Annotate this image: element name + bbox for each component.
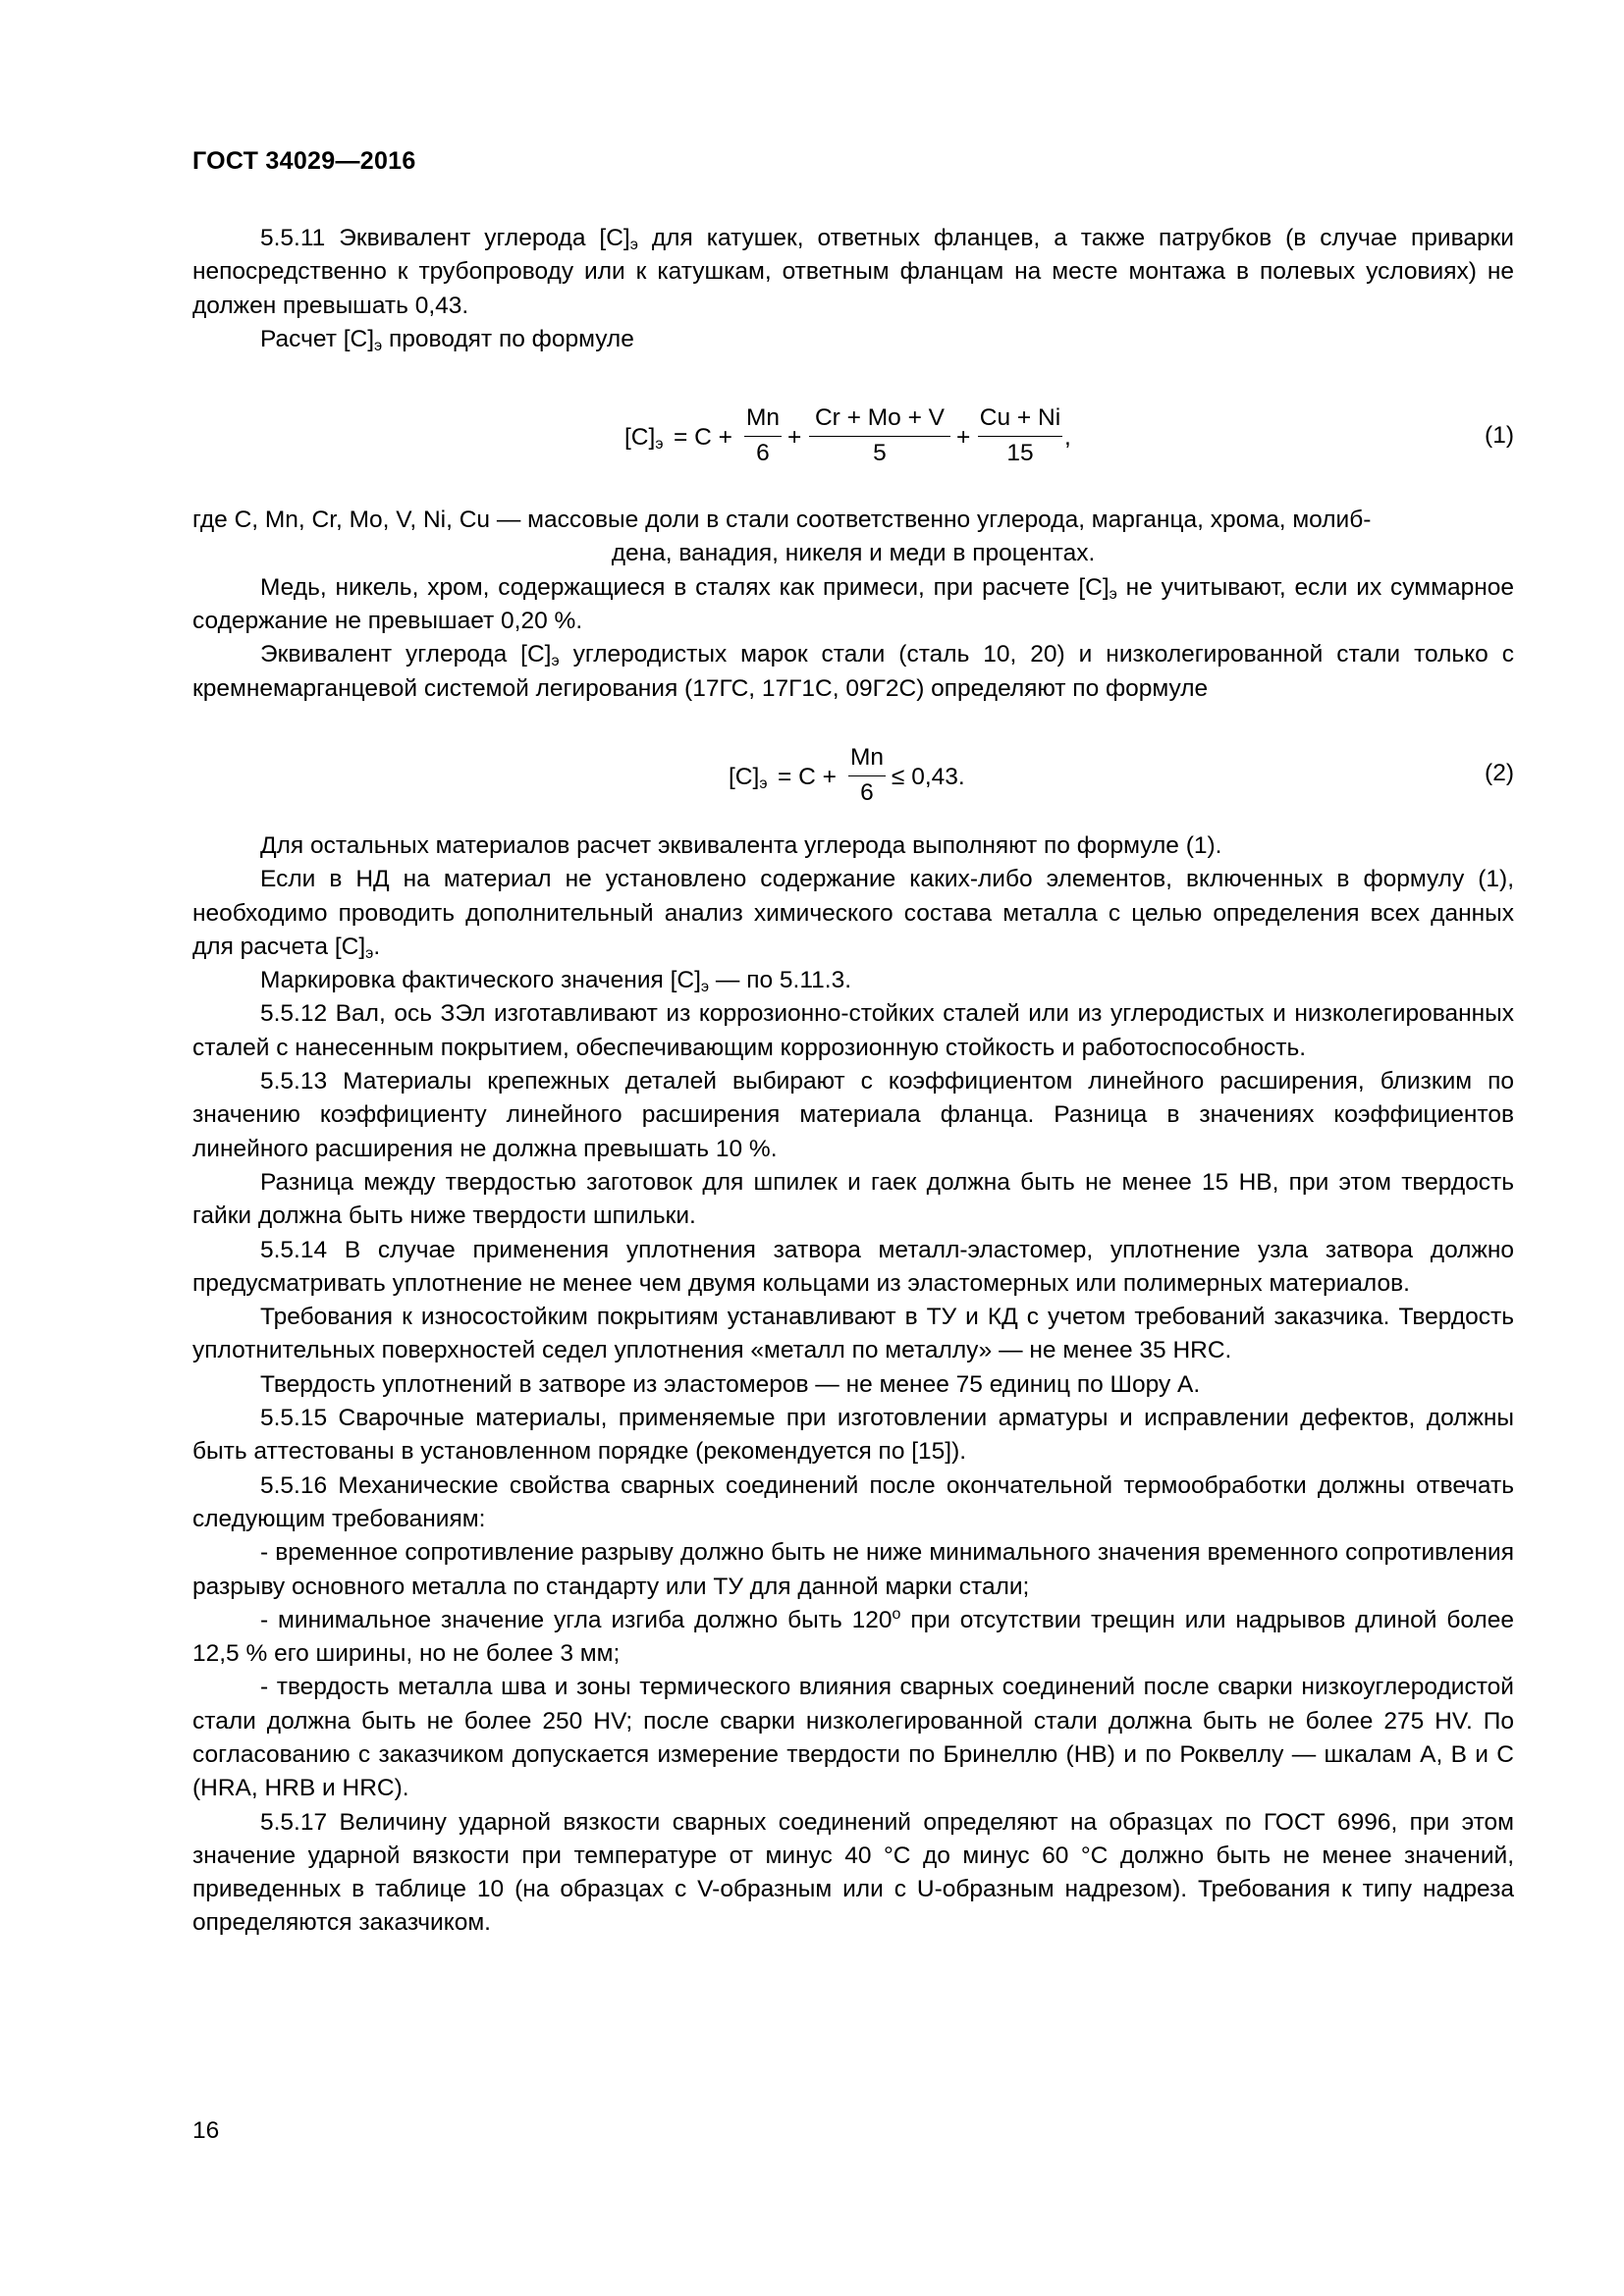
formula-2-number: (2) [1485, 759, 1514, 786]
elastomer-hardness: Твердость уплотнений в затворе из эластомеров — не менее 75 единиц по Шору А. [260, 1370, 1201, 1398]
body-text [192, 222, 1514, 1941]
coating-requirements: Требования к износостойким покрытиям устанавливают в ТУ и КД с учетом требований заказчика. Твердость уплотнительных поверхностей седел уплотнения «металл по металлу» — не менее 35 HRC. [192, 1304, 1514, 1364]
clause-5-5-12: 5.5.12 Вал, ось ЗЭл изготавливают из коррозионно-стойких сталей или из углеродистых и низколегированных сталей с нанесенным покрытием, обеспечивающим коррозионную стойкость и работоспособность. [192, 1000, 1514, 1061]
clause-5-5-11: 5.5.11 Эквивалент углерода $[С]_э$ для катушек, ответных фланцев, а также патрубков (в случае приварки непосредственно к трубопроводу или к катушкам, ответным фланцам на месте монтажа в полевых условиях) не должен превышать 0,43. [192, 225, 1514, 319]
list-item: - твердость металла шва и зоны термического влияния сварных соединений после сварки низкоуглеродистой стали должна быть не более 250 HV; после сварки низколегированной стали должна быть не более 275 HV. По согласованию с заказчиком допускается измерение твердости по Бринеллю (НВ) и по Роквеллу — шкалам А, В и С (HRA, HRB и HRC). [192, 1674, 1514, 1802]
formula-2-fraction-mn: Mn 6 [849, 743, 885, 806]
formula-1-c-term: = С + [674, 424, 732, 452]
other-materials: Для остальных материалов расчет эквивалента углерода выполняют по формуле (1). [260, 831, 1222, 859]
formula-intro: Расчет $[С]_э$ проводят по формуле [260, 325, 634, 354]
formula-1-legend-cont: дена, ванадия, никеля и меди в процентах. [611, 540, 1096, 567]
formula-1-fraction-cuni: Cu + Ni 15 [979, 404, 1061, 467]
document-header: ГОСТ 34029—2016 [192, 147, 416, 175]
formula-1-plus: + [956, 424, 971, 452]
note-impurities: Медь, никель, хром, содержащиеся в сталях как примеси, при расчете $[С]_э$ не учитывают, если их суммарное содержание не превышает 0,20 %. [192, 573, 1514, 635]
formula-1-fraction-crmov: Cr + Mo + V 5 [809, 403, 950, 468]
clause-5-5-13: 5.5.13 Материалы крепежных деталей выбирают с коэффициентом линейного расширения, близким по значению коэффициенту линейного расширения материала фланца. Разница в значениях коэффициентов линейного расширения не должна превышать 10 %. [192, 1068, 1514, 1162]
missing-elements: Если в НД на материал не установлено содержание каких-либо элементов, включенных в формулу (1), необходимо проводить дополнительный анализ химического состава металла с целью определения всех данных для расчета $[С]_э$. [192, 866, 1514, 962]
formula-1-legend: где С, Mn, Cr, Mo, V, Ni, Cu — массовые доли в стали соответственно углерода, марганца, хрома, молиб- [192, 507, 1372, 534]
hardness-difference: Разница между твердостью заготовок для шпилек и гаек должна быть не менее 15 НВ, при этом твердость гайки должна быть ниже твердости шпильки. [192, 1168, 1514, 1230]
clause-5-5-16: 5.5.16 Механические свойства сварных соединений после окончательной термообработки должны отвечать следующим требованиям: [192, 1471, 1514, 1532]
formula-1-number: (1) [1485, 422, 1514, 450]
clause-5-5-14: 5.5.14 В случае применения уплотнения затвора металл-эластомер, уплотнение узла затвора должно предусматривать уплотнение не менее чем двумя кольцами из эластомерных или полимерных материалов. [192, 1236, 1514, 1297]
formula-2: $[С]_э$ = С + Mn 6 ≤ 0,43. (2) [729, 743, 1514, 806]
formula-1-fraction-mn: Mn 6 [745, 404, 781, 467]
marking: Маркировка фактического значения $[С]_э$ — по 5.11.3. [260, 967, 852, 996]
page-number: 16 [192, 2117, 220, 2144]
formula-2-lhs: $[С]_э$ [729, 763, 768, 792]
clause-5-5-17: 5.5.17 Величину ударной вязкости сварных соединений определяют на образцах по ГОСТ 6996, при этом значение ударной вязкости при температуре от минус 40 °С до минус 60 °С должно быть не менее значений, приведенных в таблице 10 (на образцах с V-образным или с U-образным надрезом). Требования к типу надреза определяются заказчиком. [192, 1808, 1514, 1937]
clause-5-5-15: 5.5.15 Сварочные материалы, применяемые при изготовлении арматуры и исправлении дефектов, должны быть аттестованы в установленном порядке (рекомендуется по [15]). [192, 1405, 1514, 1466]
list-item: - временное сопротивление разрыву должно быть не ниже минимального значения временного сопротивления разрыву основного металла по стандарту или ТУ для данной марки стали; [192, 1539, 1514, 1600]
formula-1: $[С]_э$ = С + Mn 6 + Cr + Mo + V 5 + Cu + Ni 15 , (1) [624, 404, 1514, 467]
formula-1-plus: + [787, 424, 802, 452]
formula-1-lhs: $[С]_э$ [624, 424, 664, 454]
carbon-steel-formula-intro: Эквивалент углерода $[С]_э$ углеродистых марок стали (сталь 10, 20) и низколегированной стали только с кремнемарганцевой системой легирования (17ГС, 17Г1С, 09Г2С) определяют по формуле [192, 641, 1514, 702]
list-item: - минимальное значение угла изгиба должно быть $120^о$ при отсутствии трещин или надрывов длиной более 12,5 % его ширины, но не более 3 мм; [192, 1605, 1514, 1668]
formula-2-c-term: = С + [778, 763, 837, 790]
